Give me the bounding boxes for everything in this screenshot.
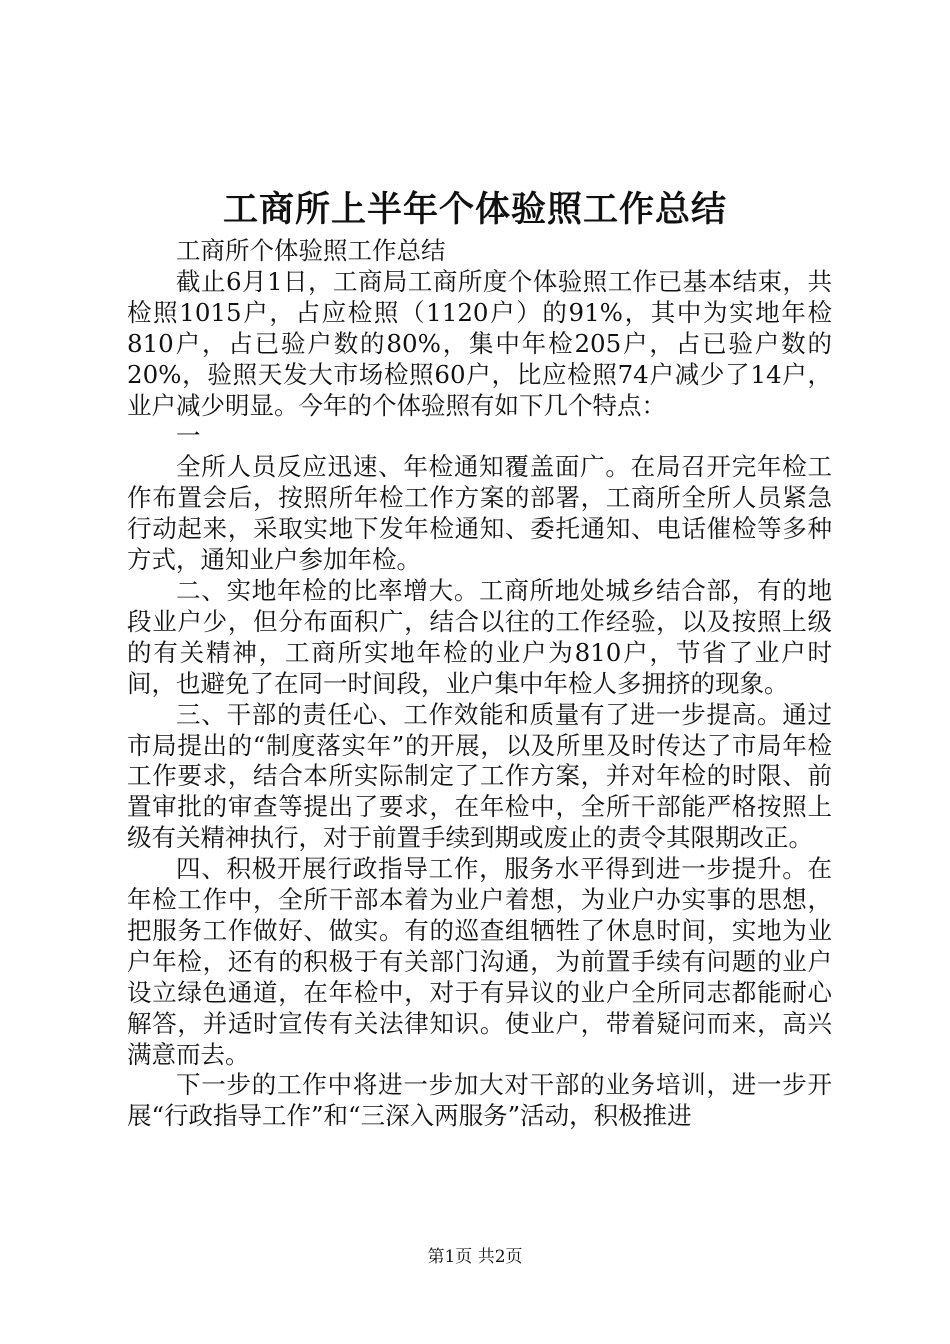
paragraph-subtitle: 工商所个体验照工作总结: [176, 236, 446, 265]
page-number-footer: 第1页 共2页: [427, 1247, 523, 1267]
document-body: [127, 236, 832, 1132]
paragraph-summary: 截止6月1日，工商局工商所度个体验照工作已基本结束，共检照1015户，占应检照（1120户）的91%，其中为实地年检810户，占已验户数的80%，集中年检205户，占已验户数的20%，验照天发大市场检照60户，比应检照74户减少了14户，业户减少明显。今年的个体验照有如下几个特点：: [127, 266, 832, 420]
paragraph-next-steps: 下一步的工作中将进一步加大对干部的业务培训，进一步开展“行政指导工作”和“三深入两服务”活动，积极推进: [127, 1070, 832, 1131]
paragraph-point-three: 三、干部的责任心、工作效能和质量有了进一步提高。通过市局提出的“制度落实年”的开展，以及所里及时传达了市局年检工作要求，结合本所实际制定了工作方案，并对年检的时限、前置审批的审查等提出了要求，在年检中，全所干部能严格按照上级有关精神执行，对于前置手续到期或废止的责令其限期改正。: [127, 699, 832, 853]
paragraph-point-four: 四、积极开展行政指导工作，服务水平得到进一步提升。在年检工作中，全所干部本着为业户着想，为业户办实事的思想，把服务工作做好、做实。有的巡查组牺牲了休息时间，实地为业户年检，还有的积极于有关部门沟通，为前置手续有问题的业户设立绿色通道，在年检中，对于有异议的业户全所同志都能耐心解答，并适时宣传有关法律知识。使业户，带着疑问而来，高兴满意而去。: [127, 854, 832, 1069]
paragraph-point-one: 全所人员反应迅速、年检通知覆盖面广。在局召开完年检工作布置会后，按照所年检工作方案的部署，工商所全所人员紧急行动起来，采取实地下发年检通知、委托通知、电话催检等多种方式，通知业户参加年检。: [127, 452, 832, 575]
paragraph-point-two: 二、实地年检的比率增大。工商所地处城乡结合部，有的地段业户少，但分布面积广，结合以往的工作经验，以及按照上级的有关精神，工商所实地年检的业户为810户，节省了业户时间，也避免了在同一时间段，业户集中年检人多拥挤的现象。: [127, 575, 832, 698]
document-title: 工商所上半年个体验照工作总结: [222, 189, 727, 230]
paragraph-section-marker: 一: [176, 421, 201, 451]
